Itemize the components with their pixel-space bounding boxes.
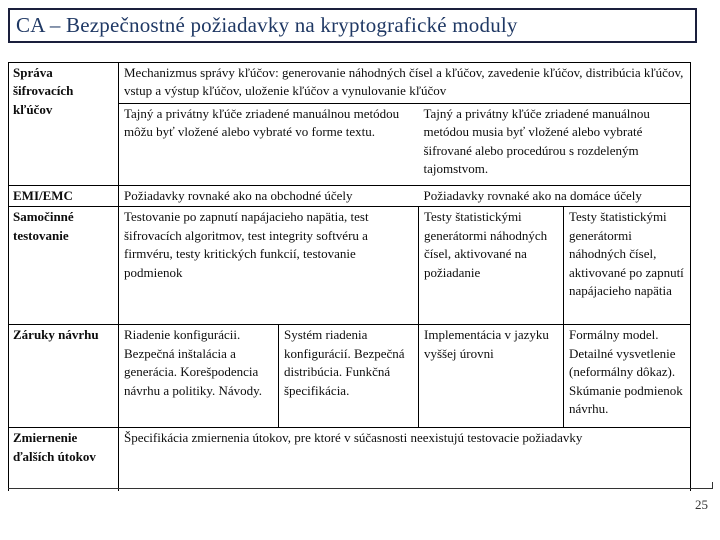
table-cell: Implementácia v jazyku vyššej úrovni: [419, 325, 564, 428]
table-cell: Tajný a privátny kľúče zriadené manuálnou metódou musia byť vložené alebo vybraté šifrované alebo procedúrou s rozdeleným tajomstvom.: [423, 106, 650, 177]
table-body: [9, 63, 691, 491]
row-header-cell: Samočinné testovanie: [9, 207, 119, 325]
table-cell: Testy štatistickými generátormi náhodných čísel, aktivované po zapnutí napájacieho napätia: [564, 207, 691, 325]
title-box: [8, 8, 697, 43]
table-cell: Riadenie konfigurácii. Bezpečná inštalácia a generácia. Korešpodencia návrhu a politiky. Návody.: [119, 325, 279, 428]
row-header-cell: Zmiernenie ďalších útokov: [9, 428, 119, 491]
table-cell: Formálny model. Detailné vysvetlenie (neformálny dôkaz). Skúmanie podmienok návrhu.: [564, 325, 691, 428]
table-cell: Požiadavky rovnaké ako na obchodné účely: [119, 186, 419, 207]
page-number: 25: [695, 497, 708, 512]
table-cell: Systém riadenia konfigurácií. Bezpečná distribúcia. Funkčná špecifikácia.: [279, 325, 419, 428]
footer-corner-tick: [712, 482, 713, 489]
table-cell: Mechanizmus správy kľúčov: generovanie náhodných čísel a kľúčov, zavedenie kľúčov, distribúcia kľúčov, vstup a výstup kľúčov, uloženie kľúčov a vynulovanie kľúčov: [119, 63, 691, 104]
row-header-cell: Správa šifrovacích kľúčov: [9, 63, 119, 186]
row-header-cell: Záruky návrhu: [9, 325, 119, 428]
table-cell: Špecifikácia zmiernenia útokov, pre ktoré v súčasnosti neexistujú testovacie požiadavky: [119, 428, 691, 491]
row-header-cell: EMI/EMC: [9, 186, 119, 207]
table-cell: Tajný a privátny kľúče zriadené manuálnou metódou môžu byť vložené alebo vybraté vo forme textu.: [124, 106, 400, 140]
table-cell: Testovanie po zapnutí napájacieho napätia, test šifrovacích algoritmov, test integrity softvéru a firmvéru, testy kritických funkcií, testovanie podmienok: [119, 207, 419, 325]
table-cell: Testy štatistickými generátormi náhodných čísel, aktivované na požiadanie: [419, 207, 564, 325]
security-requirements-table: [8, 62, 691, 491]
table-cell: Požiadavky rovnaké ako na domáce účely: [419, 186, 691, 207]
footer-divider-line: [8, 488, 713, 489]
page-title: CA – Bezpečnostné požiadavky na kryptografické moduly: [16, 13, 518, 37]
